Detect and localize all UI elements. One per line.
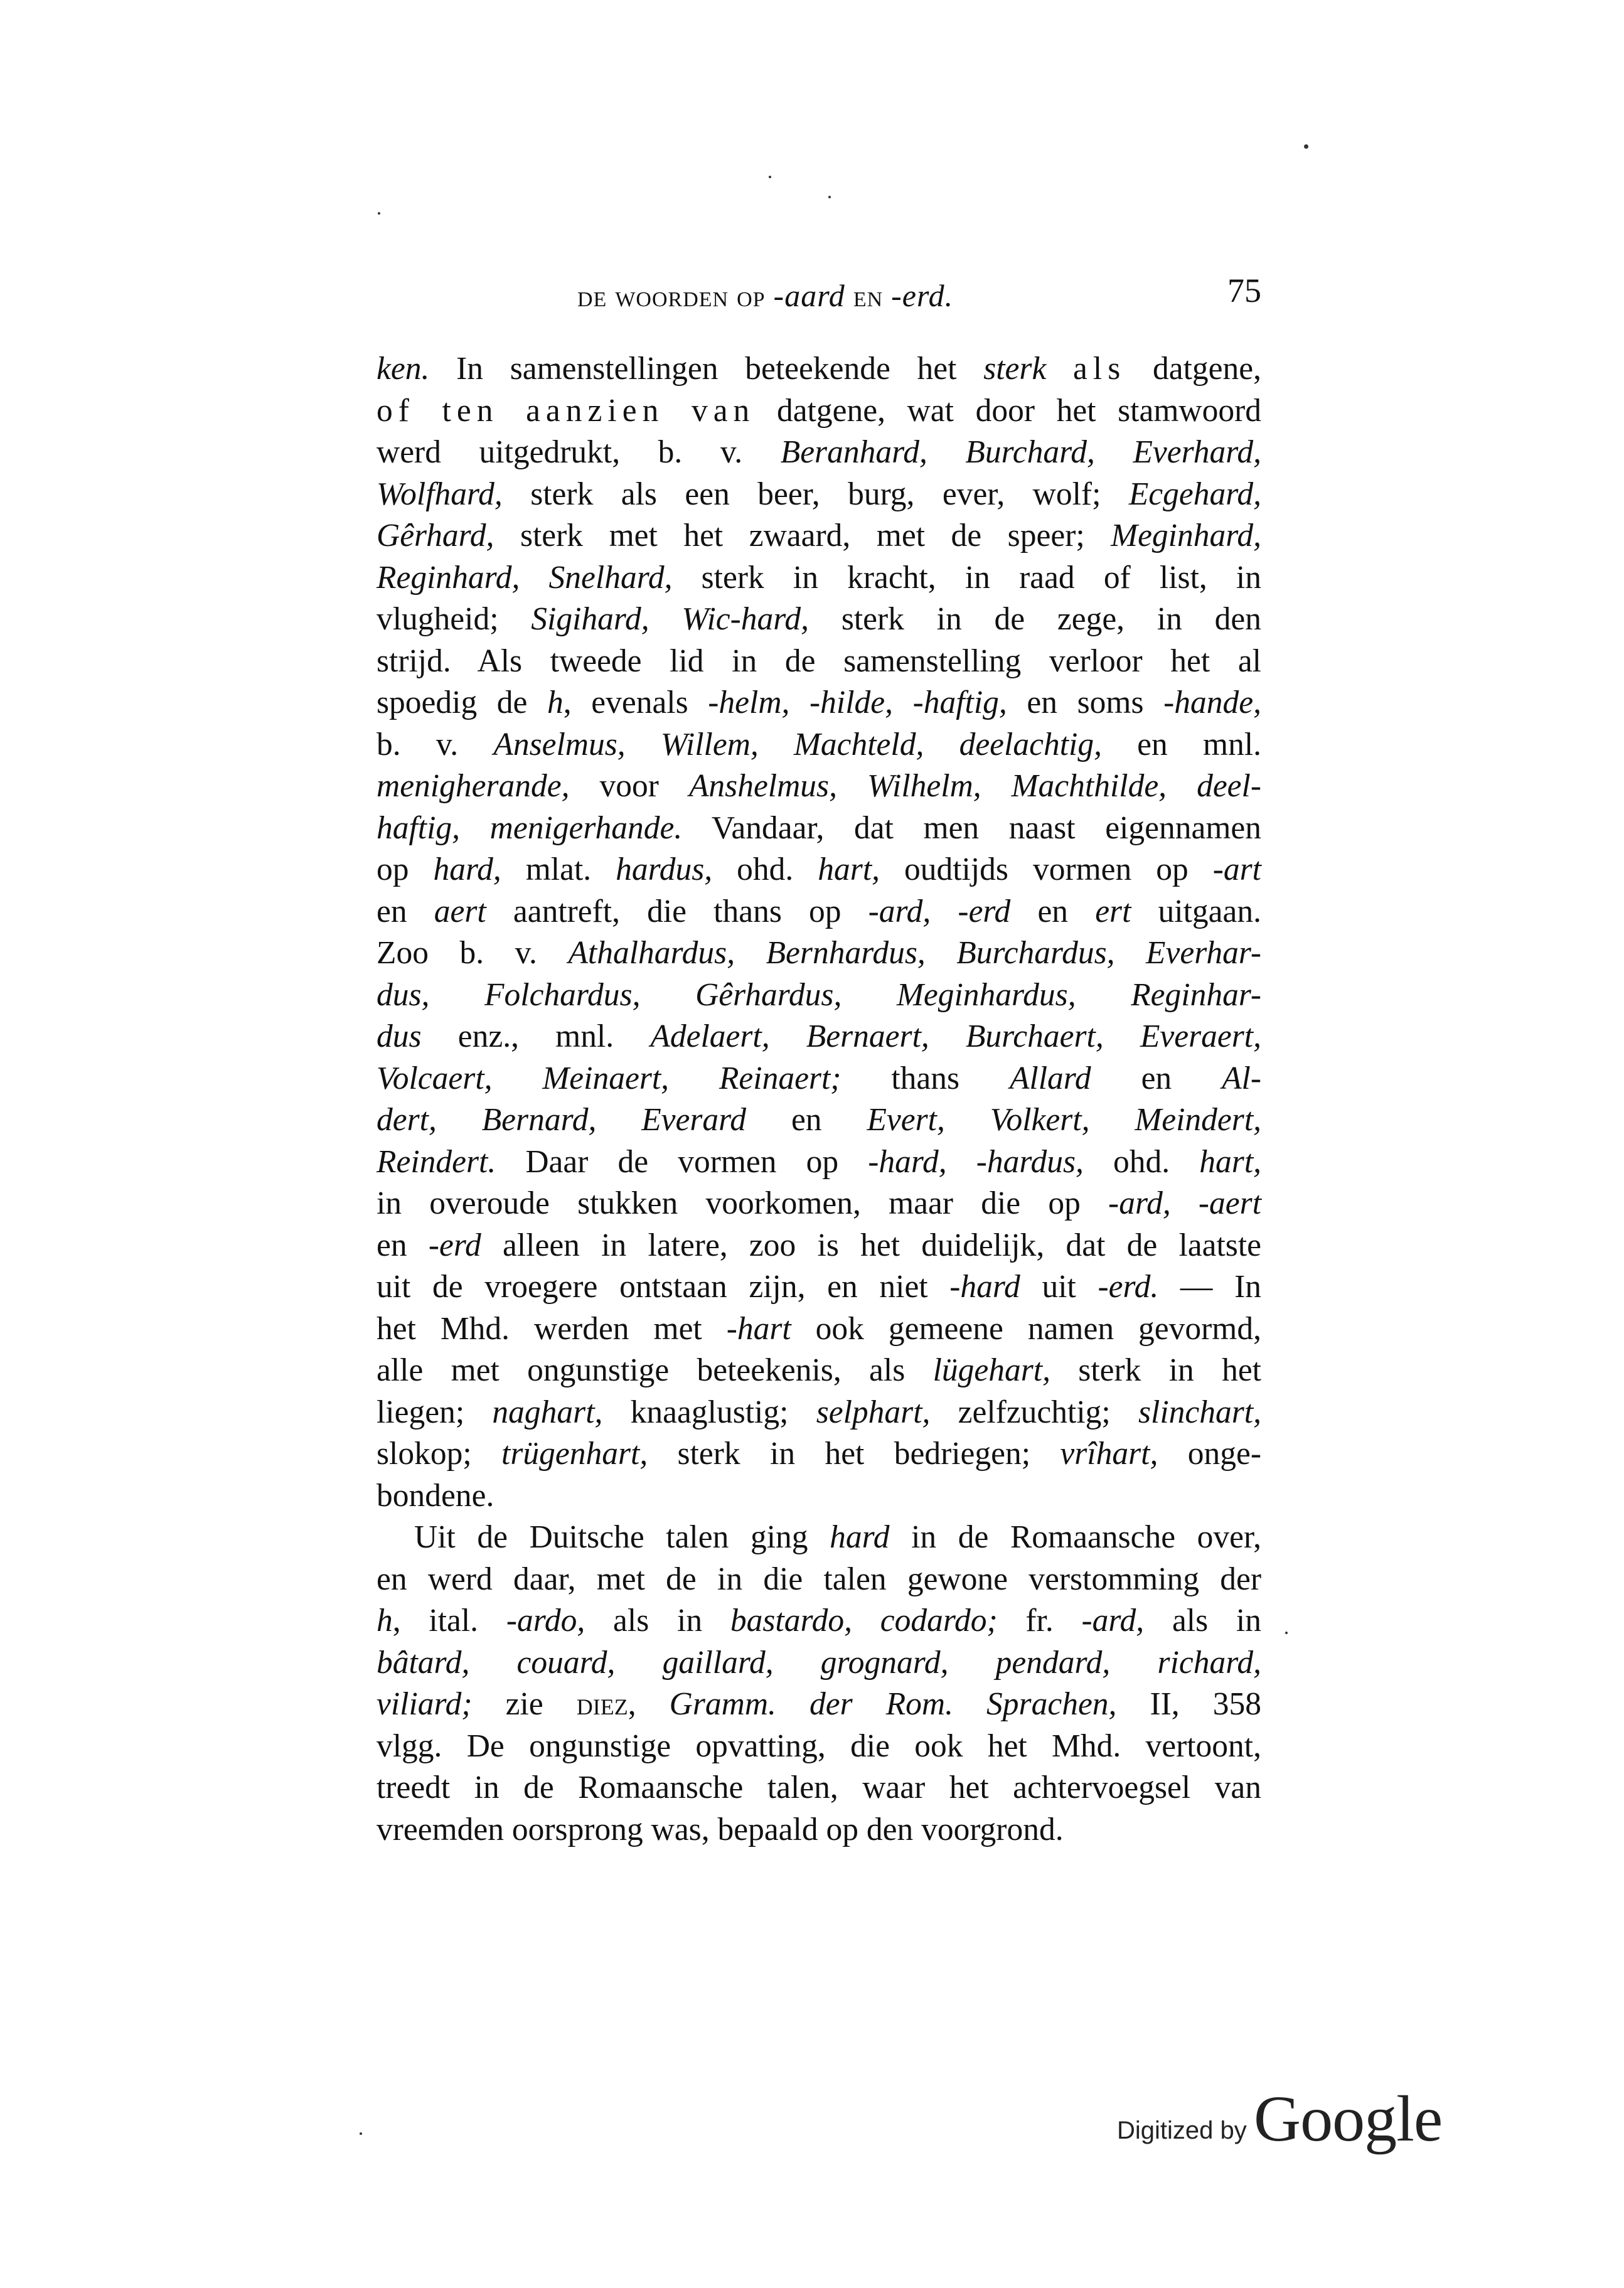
text-line: dus, Folchardus, Gêrhardus, Meginhardus, Reginhar- xyxy=(377,976,1261,1013)
text-line: het Mhd. werden met -hart ook gemeene namen gevormd, xyxy=(377,1310,1261,1347)
running-head-pre: de woorden op xyxy=(577,280,774,313)
running-head xyxy=(577,277,953,314)
google-logo: Google xyxy=(1254,2083,1443,2155)
scan-speck xyxy=(828,196,831,198)
scan-speck xyxy=(360,2132,362,2135)
text-line: vreemden oorsprong was, bepaald op den voorgrond. xyxy=(377,1811,1064,1847)
text-line: Reginhard, Snelhard, sterk in kracht, in raad of list, in xyxy=(377,559,1261,596)
text-line: werd uitgedrukt, b. v. Beranhard, Burchard, Everhard, xyxy=(377,434,1261,470)
text-line: Volcaert, Meinaert, Reinaert; thans Allard en Al- xyxy=(377,1060,1261,1096)
text-line: en aert aantreft, die thans op -ard, -erd en ert uitgaan. xyxy=(377,893,1261,929)
text-line: Gêrhard, sterk met het zwaard, met de speer; Meginhard, xyxy=(377,518,1261,553)
text-line: vlgg. De ongunstige opvatting, die ook het Mhd. vertoont, xyxy=(377,1728,1261,1764)
text-line: of ten aanzien van datgene, wat door het stamwoord xyxy=(377,392,1261,429)
text-line: spoedig de h, evenals -helm, -hilde, -haftig, en soms -hande, xyxy=(377,685,1261,720)
text-line: Uit de Duitsche talen ging hard in de Romaansche over, xyxy=(414,1519,1262,1555)
running-head-italic-aard: -aard xyxy=(773,278,845,313)
page-number: 75 xyxy=(1227,272,1261,309)
digitized-by-google-watermark xyxy=(1117,2083,1468,2159)
text-line: bâtard, couard, gaillard, grognard, pendard, richard, xyxy=(377,1644,1261,1681)
text-line: menigherande, voor Anshelmus, Wilhelm, Machthilde, deel- xyxy=(377,768,1261,804)
text-line: vlugheid; Sigihard, Wic-hard, sterk in de zege, in den xyxy=(377,601,1261,637)
scan-speck xyxy=(1285,1632,1288,1634)
text-line: in overoude stukken voorkomen, maar die op -ard, -aert xyxy=(377,1185,1262,1221)
text-line: dus enz., mnl. Adelaert, Bernaert, Burchaert, Everaert, xyxy=(377,1018,1261,1054)
scan-speck xyxy=(378,212,380,215)
text-line: haftig, menigerhande. Vandaar, dat men naast eigennamen xyxy=(377,810,1261,846)
text-line: liegen; naghart, knaaglustig; selphart, zelfzuchtig; slinchart, xyxy=(377,1394,1261,1430)
text-line: dert, Bernard, Everard en Evert, Volkert, Meindert, xyxy=(377,1102,1261,1138)
scan-speck xyxy=(1304,144,1308,149)
text-line: Zoo b. v. Athalhardus, Bernhardus, Burchardus, Everhar- xyxy=(377,935,1261,971)
text-line: strijd. Als tweede lid in de samenstelling verloor het al xyxy=(377,643,1261,679)
text-line: h, ital. -ardo, als in bastardo, codardo; fr. -ard, als in xyxy=(377,1603,1261,1638)
scan-speck xyxy=(769,176,771,178)
text-line: slokop; trügenhart, sterk in het bedriegen; vrîhart, onge- xyxy=(377,1436,1261,1472)
running-header xyxy=(377,271,1261,313)
text-line: bondene. xyxy=(377,1477,494,1514)
body-text xyxy=(377,348,1261,1851)
text-line: en werd daar, met de in die talen gewone verstomming der xyxy=(377,1561,1261,1597)
text-line: en -erd alleen in latere, zoo is het duidelijk, dat de laatste xyxy=(377,1227,1262,1263)
running-head-mid: en xyxy=(845,280,892,313)
text-line: ken. In samenstellingen beteekende het sterk als datgene, xyxy=(377,351,1261,387)
running-head-italic-erd: -erd. xyxy=(891,278,954,313)
text-line: op hard, mlat. hardus, ohd. hart, oudtijds vormen op -art xyxy=(377,852,1261,887)
text-line: b. v. Anselmus, Willem, Machteld, deelachtig, en mnl. xyxy=(377,726,1261,762)
text-line: uit de vroegere ontstaan zijn, en niet -hard uit -erd. — In xyxy=(377,1269,1261,1305)
text-line: viliard; zie diez, Gramm. der Rom. Sprachen, II, 358 xyxy=(377,1686,1261,1722)
watermark-digitized-by: Digitized by xyxy=(1117,2117,1247,2144)
text-line: treedt in de Romaansche talen, waar het achtervoegsel van xyxy=(377,1770,1261,1805)
text-line: Reindert. Daar de vormen op -hard, -hardus, ohd. hart, xyxy=(377,1143,1262,1180)
text-line: Wolfhard, sterk als een beer, burg, ever, wolf; Ecgehard, xyxy=(377,476,1261,512)
text-line: alle met ongunstige beteekenis, als lügehart, sterk in het xyxy=(377,1352,1261,1388)
